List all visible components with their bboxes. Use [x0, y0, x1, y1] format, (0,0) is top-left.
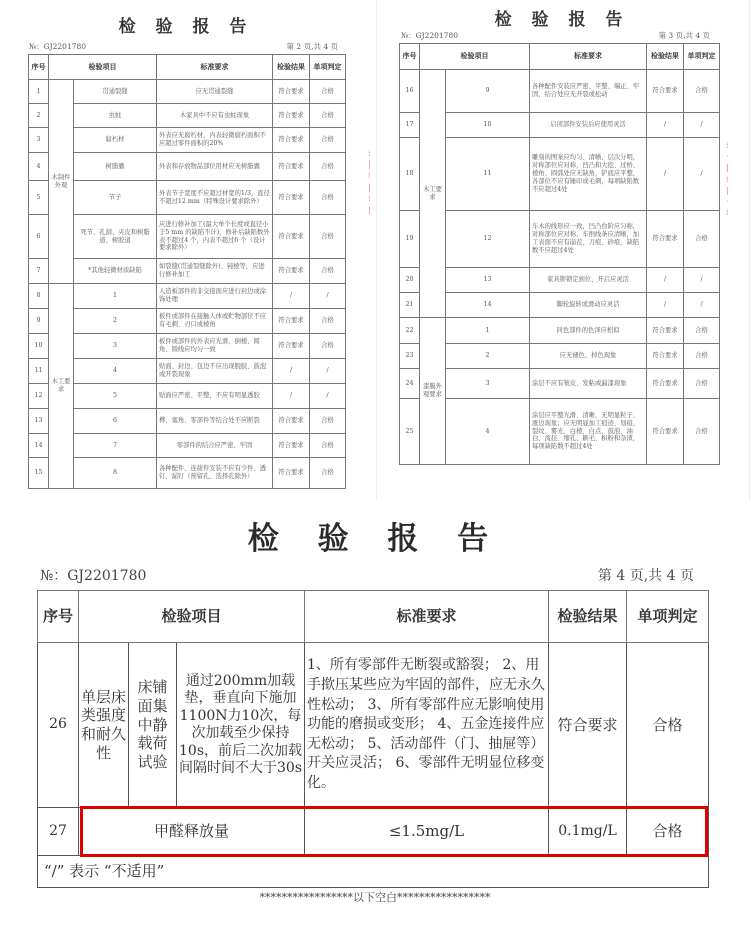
header-seq: 序号	[38, 591, 79, 643]
report-number: №：GJ2201780	[29, 42, 86, 51]
page-info: 第 3 页,共 4 页	[658, 31, 710, 40]
table-row: 13 6 榫、塞角、零部件等结合处不应断裂 符合要求 合格	[29, 409, 346, 434]
table-row: 8 木工要求 1 人造板部件的非交接面应进行封边或涂饰处理 / /	[29, 284, 346, 309]
report-page-2	[0, 0, 372, 500]
table-row: 22 漆膜外观要求 1 同色部件的色泽应相似 符合要求 合格	[400, 318, 720, 344]
item-main: 单层床类强度和耐久性	[79, 643, 129, 808]
table-row: 2 虫蛀 木家具中不应有虫蛀现象 符合要求 合格	[29, 104, 346, 128]
table-row: 23 2 应无褪色、掉色现象 符合要求 合格	[400, 344, 720, 369]
table-row: 12 5 贴面应严密、平整，不应有明显透胶 / /	[29, 384, 346, 409]
header-result: 检验结果	[549, 591, 627, 643]
requirement-limit: ≤1.5mg/L	[305, 808, 549, 856]
report-number: №：GJ2201780	[401, 31, 458, 40]
group-wood-appearance: 木制件外观	[49, 80, 74, 284]
table-row: 26 单层床类强度和耐久性 床铺面集中静载荷试验 通过200mm加载垫，垂直向下施加1100N力10次，每次加载至少保持10s，前后二次加载间隔时间不大于30s 1、所有零部件无断裂或豁裂； 2、用手揿压某些应为牢固的部件，应无永久性松动； 3、所有零部件应无影响使用功能的磨损或变形； 4、五金连接件应无松动； 5、活动部件（门、抽屉等）开关应灵活； 6、零部件无明显位移变化。 符合要求 合格	[38, 643, 709, 808]
highlight-box	[80, 806, 708, 857]
requirement-text: 1、所有零部件无断裂或豁裂； 2、用手揿压某些应为牢固的部件，应无永久性松动； 3、所有零部件应无影响使用功能的磨损或变形； 4、五金连接件应无松动； 5、活动部件（门、抽屉等）开关应灵活； 6、零部件无明显位移变化。	[305, 643, 549, 808]
report-page-3	[376, 0, 750, 500]
result-value: 0.1mg/L	[549, 808, 627, 856]
inspection-table-page-2	[28, 54, 346, 489]
item-method: 通过200mm加载垫，垂直向下施加1100N力10次，每次加载至少保持10s，前后二次加载间隔时间不大于30s	[177, 643, 305, 808]
table-row: 21 14 脚轮旋转或滑动应灵活 / /	[400, 293, 720, 318]
header-item: 检验项目	[420, 44, 530, 70]
table-row: 3 腐朽材 外表应无腐朽材，内表轻微腐朽面积不应超过零件面积的20% 符合要求 合格	[29, 128, 346, 153]
table-row: 4 树脂囊 外表和存放物品部位用材应无树脂囊 符合要求 合格	[29, 153, 346, 181]
page-title: 检 验 报 告	[118, 17, 254, 37]
header-result: 检验结果	[273, 55, 310, 80]
report-number: №：GJ2201780	[40, 568, 147, 584]
blank-notice: *****************以下空白*****************	[259, 891, 491, 904]
table-row: 9 2 板件或部件在接触人体或贮物部位不应有毛刺、刃口或棱角 符合要求 合格	[29, 309, 346, 334]
table-row: 24 3 涂层不应有皱皮、发粘或漏漆现象 符合要求 合格	[400, 369, 720, 399]
table-row: 19 12 车木的线形应一致，凹凸台阶应匀称，对称部位应对称，车削线条应清晰，加工表面不应有崩茬、刀痕、砂痕，缺陷数不应超过4处 符合要求 合格	[400, 211, 720, 268]
table-row: 1 木制件外观 贯通裂缝 应无贯通裂缝 符合要求 合格	[29, 80, 346, 104]
table-row: 17 10 启闭部件安装后应使用灵活 / /	[400, 113, 720, 138]
page-title: 检 验 报 告	[494, 10, 630, 30]
header-requirement: 标准要求	[157, 55, 273, 80]
table-header-row	[38, 591, 709, 643]
inspection-table-page-3	[399, 43, 720, 465]
table-row: 15 8 各种配件、连接件安装不应有少件、透钉、漏钉（预留孔、选择孔除外） 符合要求 合格	[29, 458, 346, 489]
table-header-row	[400, 44, 720, 70]
header-result: 检验结果	[647, 44, 684, 70]
table-row: 11 4 贴面、封边、包边不应出现脱胶、鼓泡或开裂现象 / /	[29, 359, 346, 384]
header-requirement: 标准要求	[530, 44, 647, 70]
table-row: 7 *其他轻微材质缺陷 如裂缝(贯通裂缝除外)、钝棱等，应进行修补加工 符合要求 合格	[29, 259, 346, 284]
group-carpentry: 木工要求	[49, 284, 74, 489]
seal-stamp-mark: ⁞ | ⁞ | ⁞ |	[368, 149, 371, 214]
page-info: 第 4 页,共 4 页	[597, 568, 694, 584]
footnote-row	[38, 856, 709, 888]
seal-stamp-mark: ⁞ · | ⁞ | · ⁞	[726, 141, 729, 218]
report-page-4	[0, 505, 750, 926]
table-row: 14 7 零部件的结合应严密、牢固 符合要求 合格	[29, 434, 346, 458]
group-carpentry: 木工要求	[420, 70, 446, 318]
header-item: 检验项目	[49, 55, 157, 80]
page-title: 检 验 报 告	[247, 521, 503, 557]
header-judgement: 单项判定	[684, 44, 720, 70]
group-coating: 漆膜外观要求	[420, 318, 446, 465]
table-row: 6 死节、孔洞、夹皮和树脂道、树胶道 应进行修补加工(最大单个长度或直径小于5 mm 的缺陷不计)，修补后缺陷数外表不超过4 个，内表不超过6 个（设计要求除外） 符合要求 合格	[29, 215, 346, 259]
table-row: 18 11 雕刻的图案应均匀、清晰、层次分明，对称部位应对称，凹凸和大挖、过桥、棱角、圆弧处应无缺角，铲底应平整，各部位不应有锤印或毛刺，每项缺陷数不应超过4处 / /	[400, 138, 720, 211]
header-seq: 序号	[29, 55, 49, 80]
table-row-formaldehyde: 27 甲醛释放量 ≤1.5mg/L 0.1mg/L 合格	[38, 808, 709, 856]
item-sub: 床铺面集中静载荷试验	[129, 643, 177, 808]
table-row: 5 节子 外表节子宽度不应超过材宽的1/3，直径不超过12 mm（特殊设计要求除外） 符合要求 合格	[29, 181, 346, 215]
table-row: 16 木工要求 9 各种配件安装应严密、平整、端正、牢固，结合处应无开裂或松动 符合要求 合格	[400, 70, 720, 113]
page-info: 第 2 页,共 4 页	[286, 42, 338, 51]
header-judgement: 单项判定	[310, 55, 346, 80]
table-row: 20 13 家具锁锁定到位、开启应灵活 / /	[400, 268, 720, 293]
header-judgement: 单项判定	[627, 591, 709, 643]
footnote: “/” 表示 “不适用”	[38, 856, 709, 888]
item-formaldehyde: 甲醛释放量	[79, 808, 305, 856]
header-seq: 序号	[400, 44, 420, 70]
header-requirement: 标准要求	[305, 591, 549, 643]
table-header-row	[29, 55, 346, 80]
header-item: 检验项目	[79, 591, 305, 643]
table-row: 10 3 板件或部件的外表应光滑，倒棱、圆角、圆线应均匀一致 符合要求 合格	[29, 334, 346, 359]
table-row: 25 4 涂层应平整光滑、清晰，无明显粒子、涨边现象；应无明显加工痕迹、划痕、裂纹、雾光、白棱、白点、鼓泡、油白、流挂、缩孔、刷毛、积粉和杂渣，每项缺陷数不超过4处 符合要求 合格	[400, 399, 720, 465]
